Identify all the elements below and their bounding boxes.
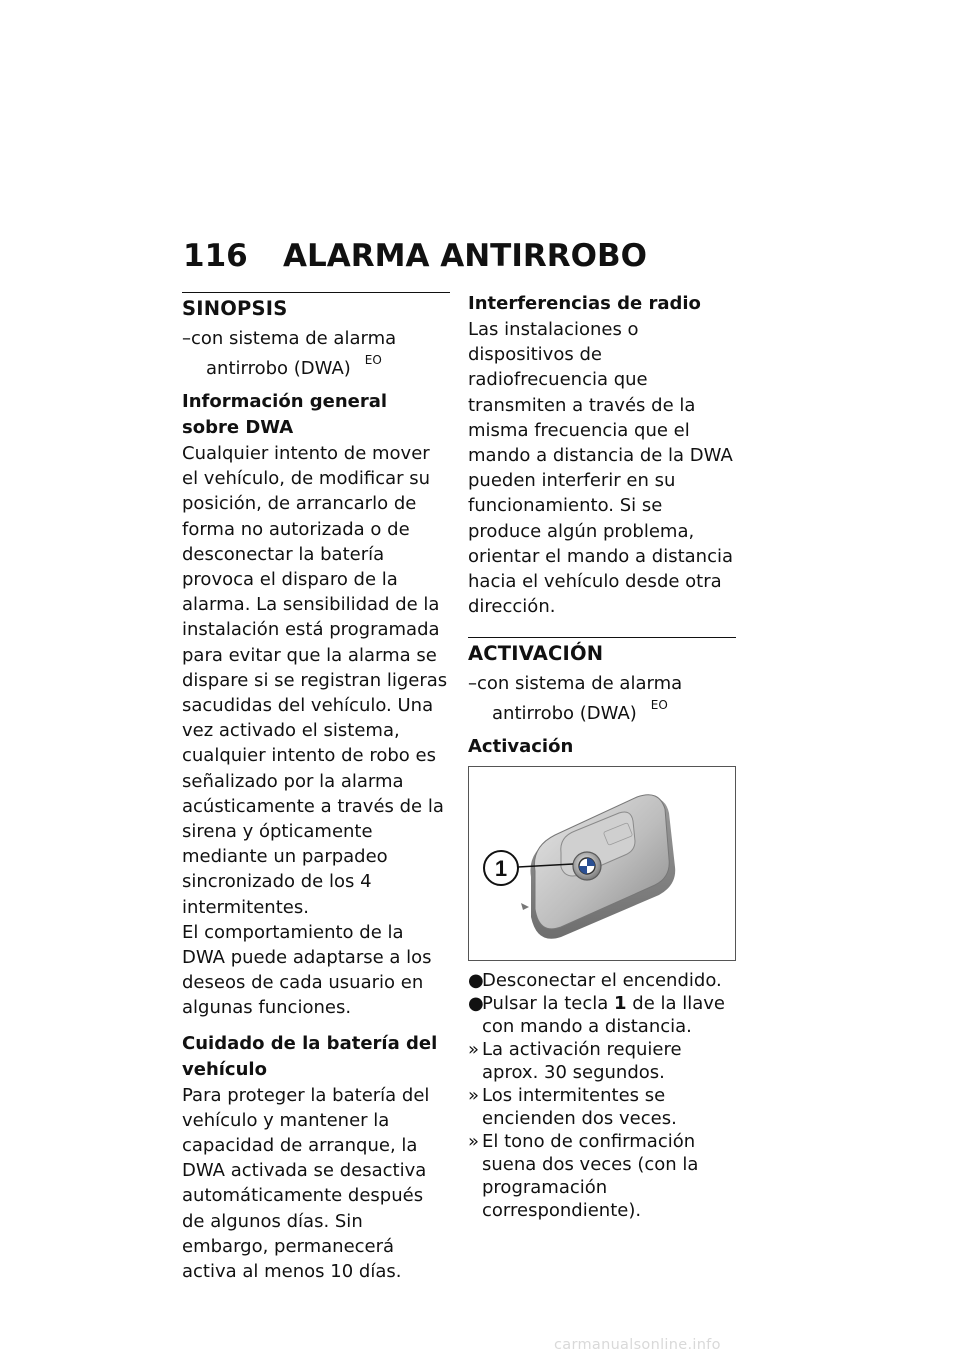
result-item [468,1038,736,1084]
callout-label: 1 [494,856,508,882]
battery-care-paragraph: Para proteger la batería del vehículo y mantener la capacidad de arranque, la DWA activada se desactiva automáticamente después de algunos días. Sin embargo, permanecerá activa al menos 10 días. [182,1084,430,1283]
result-marker: » [468,1131,480,1153]
step-text: de la llave con mando a distancia. [482,993,726,1038]
bullet-marker: ● [468,970,484,992]
heading-general-info: Información general sobre DWA [182,391,388,438]
left-column [182,292,450,1284]
option-note [182,326,450,381]
option-code: EO [364,353,382,367]
section-rule [468,637,736,638]
watermark: carmanualsonline.info [554,1337,721,1353]
page-header [183,238,743,274]
step-item [468,969,736,992]
step-item [468,992,736,1038]
option-dash: – [182,328,191,349]
result-text: El tono de confirmación suena dos veces (con la programación correspondiente). [482,1131,699,1222]
general-info-paragraph: Cualquier intento de mover el vehículo, de modificar su posición, de arrancarlo de forma no autorizada o de desconectar la batería provoca el disparo de la alarma. La sensibilidad de la instalación está programada para evitar que la alarma se dispare si se registran ligeras sacudidas del vehículo. Una vez activado el sistema, cualquier intento de robo es señalizado por la alarma acústicamente a través de la sirena y ópticamente mediante un parpadeo sincronizado de los 4 intermitentes. [182,443,448,918]
option-code: EO [650,698,668,713]
step-text: Pulsar la tecla [482,993,615,1015]
key-reference: 1 [614,993,627,1015]
result-item [468,1130,736,1222]
remote-key-figure [468,766,736,961]
result-text: La activación requiere aprox. 30 segundos. [482,1039,682,1084]
chapter-title: ALARMA ANTIRROBO [283,238,647,274]
heading-battery-care: Cuidado de la batería del vehículo [182,1032,438,1080]
general-info-paragraph-2: El comportamiento de la DWA puede adaptarse a los deseos de cada usuario en algunas funciones. [182,921,432,1019]
bullet-marker: ● [468,993,484,1015]
remote-key-illustration [469,767,737,960]
result-text: Los intermitentes se encienden dos veces. [482,1085,677,1130]
section-title-sinopsis: SINOPSIS [182,297,288,320]
heading-radio-interference: Interferencias de radio [468,293,701,314]
option-note [468,671,736,726]
result-marker: » [468,1039,480,1061]
section-title-activacion: ACTIVACIÓN [468,642,604,666]
right-column [468,292,736,1222]
option-text: con sistema de alarma antirrobo (DWA) [191,328,397,379]
step-text: Desconectar el encendido. [482,970,722,992]
page-number: 116 [183,238,248,274]
option-dash: – [468,673,477,695]
option-text: con sistema de alarma antirrobo (DWA) [477,673,683,725]
result-item [468,1084,736,1130]
result-marker: » [468,1085,480,1107]
heading-activation: Activación [468,736,574,758]
section-rule [182,292,450,293]
radio-interference-paragraph: Las instalaciones o dispositivos de radiofrecuencia que transmiten a través de la misma frecuencia que el mando a distancia de la DWA pueden interferir en su funcionamiento. Si se produce algún problema, orientar el mando a distancia hacia el vehículo desde otra dirección. [468,319,734,618]
